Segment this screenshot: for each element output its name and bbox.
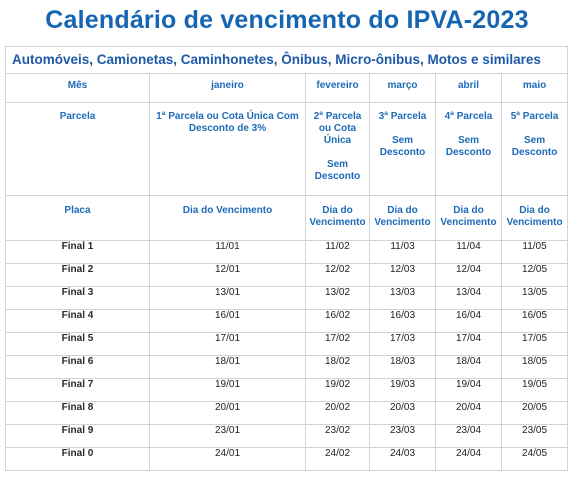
month-header-maio: maio	[502, 74, 568, 103]
vencimento-header-maio: Dia do Vencimento	[502, 196, 568, 241]
due-date-cell: 11/03	[370, 241, 436, 264]
table-row	[6, 241, 568, 264]
due-date-cell: 13/05	[502, 287, 568, 310]
due-date-cell: 20/02	[306, 402, 370, 425]
due-date-cell: 12/01	[150, 264, 306, 287]
vencimento-header-abril: Dia do Vencimento	[436, 196, 502, 241]
due-date-cell: 16/05	[502, 310, 568, 333]
page-title: Calendário de vencimento do IPVA-2023	[45, 6, 529, 34]
table-row	[6, 448, 568, 471]
ipva-calendar-table	[5, 46, 568, 471]
due-date-cell: 17/05	[502, 333, 568, 356]
due-date-cell: 23/01	[150, 425, 306, 448]
parcela-4-header: 4ª Parcela Sem Desconto	[436, 103, 502, 196]
due-date-cell: 17/03	[370, 333, 436, 356]
parcela-header-row	[6, 103, 568, 196]
due-date-cell: 19/04	[436, 379, 502, 402]
table-row	[6, 333, 568, 356]
vencimento-header-row	[6, 196, 568, 241]
due-date-cell: 18/01	[150, 356, 306, 379]
month-header-abril: abril	[436, 74, 502, 103]
due-date-cell: 18/03	[370, 356, 436, 379]
due-date-cell: 24/04	[436, 448, 502, 471]
placa-cell: Final 6	[6, 356, 150, 379]
due-date-cell: 23/04	[436, 425, 502, 448]
placa-cell: Final 8	[6, 402, 150, 425]
vencimento-header-fevereiro: Dia do Vencimento	[306, 196, 370, 241]
placa-cell: Final 4	[6, 310, 150, 333]
vencimento-header-janeiro: Dia do Vencimento	[150, 196, 306, 241]
parcela-2-header: 2ª Parcela ou Cota Única Sem Desconto	[306, 103, 370, 196]
table-row	[6, 356, 568, 379]
due-date-cell: 12/04	[436, 264, 502, 287]
due-date-cell: 11/01	[150, 241, 306, 264]
due-date-cell: 17/02	[306, 333, 370, 356]
due-date-cell: 17/04	[436, 333, 502, 356]
parcela-1-header: 1ª Parcela ou Cota Única Com Desconto de 3%	[150, 103, 306, 196]
month-header-fevereiro: fevereiro	[306, 74, 370, 103]
due-date-cell: 20/03	[370, 402, 436, 425]
due-date-cell: 13/04	[436, 287, 502, 310]
vencimento-header-marco: Dia do Vencimento	[370, 196, 436, 241]
placa-cell: Final 7	[6, 379, 150, 402]
month-header-janeiro: janeiro	[150, 74, 306, 103]
due-date-cell: 19/01	[150, 379, 306, 402]
table-row	[6, 402, 568, 425]
subtitle-row	[6, 47, 568, 74]
vehicle-types-subtitle: Automóveis, Camionetas, Caminhonetes, Ônibus, Micro-ônibus, Motos e similares	[6, 47, 568, 74]
due-date-cell: 19/05	[502, 379, 568, 402]
due-date-cell: 24/03	[370, 448, 436, 471]
due-date-cell: 13/02	[306, 287, 370, 310]
due-date-cell: 12/03	[370, 264, 436, 287]
due-date-cell: 12/05	[502, 264, 568, 287]
table-row	[6, 425, 568, 448]
placa-cell: Final 2	[6, 264, 150, 287]
parcela-5-header: 5ª Parcela Sem Desconto	[502, 103, 568, 196]
due-date-cell: 18/04	[436, 356, 502, 379]
parcela-column-label: Parcela	[6, 103, 150, 196]
due-date-cell: 19/03	[370, 379, 436, 402]
due-date-cell: 20/01	[150, 402, 306, 425]
placa-cell: Final 1	[6, 241, 150, 264]
month-header-marco: março	[370, 74, 436, 103]
table-row	[6, 379, 568, 402]
due-date-cell: 16/03	[370, 310, 436, 333]
due-date-cell: 13/03	[370, 287, 436, 310]
table-row	[6, 310, 568, 333]
month-header-row	[6, 74, 568, 103]
due-date-cell: 23/02	[306, 425, 370, 448]
parcela-3-header: 3ª Parcela Sem Desconto	[370, 103, 436, 196]
due-date-cell: 12/02	[306, 264, 370, 287]
due-date-cell: 11/02	[306, 241, 370, 264]
placa-column-label: Placa	[6, 196, 150, 241]
placa-cell: Final 5	[6, 333, 150, 356]
due-date-cell: 24/01	[150, 448, 306, 471]
due-date-cell: 20/04	[436, 402, 502, 425]
due-date-cell: 16/02	[306, 310, 370, 333]
due-date-cell: 24/02	[306, 448, 370, 471]
due-date-cell: 19/02	[306, 379, 370, 402]
table-row	[6, 264, 568, 287]
due-date-cell: 23/05	[502, 425, 568, 448]
due-date-cell: 13/01	[150, 287, 306, 310]
due-date-cell: 23/03	[370, 425, 436, 448]
due-date-cell: 18/05	[502, 356, 568, 379]
placa-cell: Final 0	[6, 448, 150, 471]
due-date-cell: 11/05	[502, 241, 568, 264]
due-date-cell: 18/02	[306, 356, 370, 379]
due-date-cell: 24/05	[502, 448, 568, 471]
due-date-cell: 16/01	[150, 310, 306, 333]
placa-cell: Final 3	[6, 287, 150, 310]
month-column-label: Mês	[6, 74, 150, 103]
placa-cell: Final 9	[6, 425, 150, 448]
due-date-cell: 17/01	[150, 333, 306, 356]
due-date-cell: 20/05	[502, 402, 568, 425]
table-row	[6, 287, 568, 310]
due-date-cell: 16/04	[436, 310, 502, 333]
due-date-cell: 11/04	[436, 241, 502, 264]
